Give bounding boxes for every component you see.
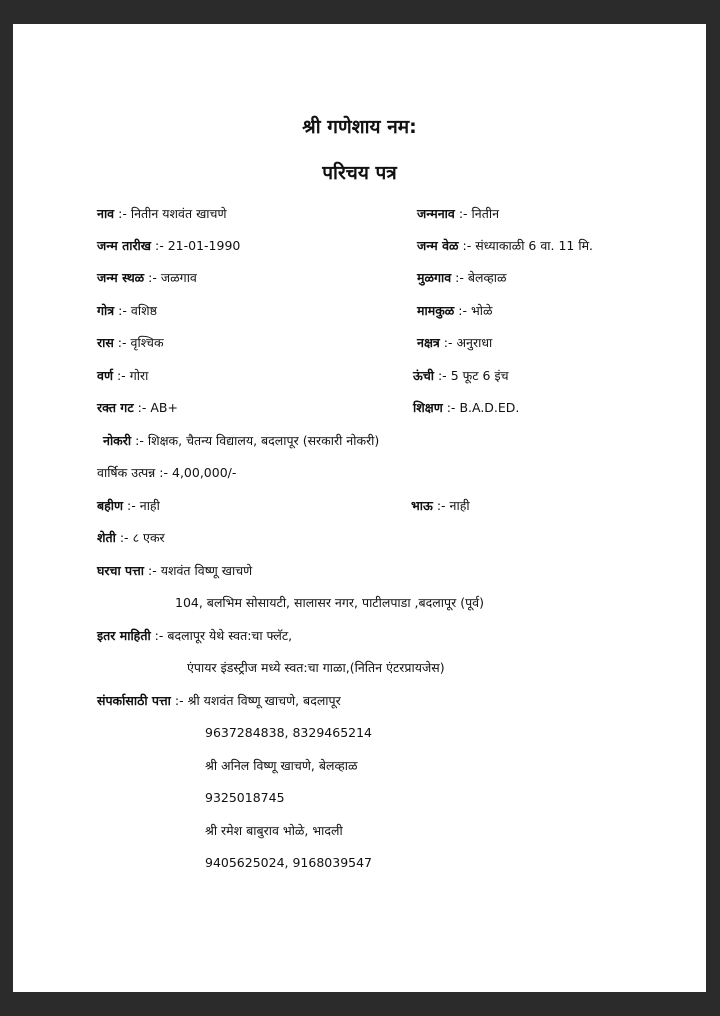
field-rashi: [97, 335, 164, 351]
field-label: जन्म स्थळ: [97, 270, 145, 285]
field-label: गोत्र: [97, 303, 115, 318]
field-label: वर्ण: [97, 368, 113, 383]
field-label: नक्षत्र: [417, 335, 440, 350]
field-sep: :-: [113, 335, 127, 350]
field-value: 21-01-1990: [167, 238, 241, 253]
field-birth-time: [417, 238, 593, 254]
field-sep: :-: [439, 335, 453, 350]
field-complexion: [97, 368, 148, 384]
field-label: शेती: [97, 530, 116, 545]
field-sep: :-: [151, 238, 164, 253]
field-gotra: [97, 303, 157, 319]
field-label: घरचा पत्ता: [97, 563, 145, 578]
field-sep: :-: [131, 433, 144, 448]
field-sep: :-: [155, 465, 169, 480]
field-value: नाही: [449, 498, 470, 513]
document-page: [13, 24, 706, 992]
field-label: जन्म तारीख: [97, 238, 152, 253]
field-blood-group: [97, 400, 178, 416]
contact-line: श्री रमेश बाबुराव भोळे, भादली: [205, 823, 343, 838]
field-value: 5 फूट 6 इंच: [450, 368, 509, 383]
field-sep: :-: [432, 498, 446, 513]
field-value: 4,00,000/-: [172, 465, 237, 480]
field-sep: :-: [170, 693, 184, 708]
field-brother: [411, 498, 470, 514]
field-sep: :-: [442, 400, 456, 415]
field-value: ८ एकर: [132, 530, 165, 545]
address-line-2: 104, बलभिम सोसायटी, सालासर नगर, पाटीलपाडा ,बदलापूर (पूर्व): [175, 595, 485, 610]
field-label: शिक्षण: [413, 400, 443, 415]
field-label: मामकुळ: [417, 303, 455, 318]
contact-line: श्री अनिल विष्णू खाचणे, बेलव्हाळ: [205, 758, 358, 773]
field-sep: :-: [115, 530, 129, 545]
field-value: शिक्षक, चैतन्य विद्यालय, बदलापूर (सरकारी नोकरी): [147, 433, 380, 448]
field-value: वशिष्ठ: [130, 303, 157, 318]
field-janmanav: [417, 206, 499, 222]
field-label: ऊंची: [413, 368, 434, 383]
field-value: अनुराधा: [456, 335, 493, 350]
field-label: रक्त गट: [97, 400, 134, 415]
field-label: संपर्कासाठी पत्ता: [97, 693, 171, 708]
invocation-heading: श्री गणेशाय नम:: [302, 116, 417, 138]
field-sep: :-: [144, 270, 157, 285]
field-label: मुळगाव: [417, 270, 452, 285]
field-sep: :-: [451, 270, 464, 285]
field-nakshatra: [417, 335, 492, 351]
field-sep: :-: [114, 206, 127, 221]
field-value: वृश्चिक: [130, 335, 164, 350]
field-job: [103, 433, 379, 449]
field-label: जन्मनाव: [417, 206, 455, 221]
contact-line: 9405625024, 9168039547: [205, 855, 373, 870]
other-info-line-2: एंपायर इंडस्ट्रीज मध्ये स्वत:चा गाळा,(नितिन एंटरप्रायजेस): [187, 660, 445, 675]
field-sep: :-: [144, 563, 157, 578]
field-value: जळगाव: [160, 270, 197, 285]
field-label: इतर माहिती: [97, 628, 151, 643]
field-value: संध्याकाळी 6 वा. 11 मि.: [475, 238, 594, 253]
field-value: श्री यशवंत विष्णू खाचणे, बदलापूर: [187, 693, 341, 708]
field-birth-place: [97, 270, 197, 286]
field-label: रास: [97, 335, 114, 350]
field-other-info: [97, 628, 292, 644]
field-sep: :-: [150, 628, 164, 643]
field-label: बहीण: [97, 498, 124, 513]
field-label: जन्म वेळ: [417, 238, 459, 253]
field-value: AB+: [150, 400, 178, 415]
field-label: नोकरी: [103, 433, 132, 448]
field-contact: [97, 693, 341, 709]
field-label: भाऊ: [411, 498, 433, 513]
field-sep: :-: [123, 498, 136, 513]
field-value: नाही: [139, 498, 160, 513]
field-label: वार्षिक उत्पन्न: [97, 465, 156, 480]
field-value: नितीन यशवंत खाचणे: [130, 206, 227, 221]
field-label: नाव: [97, 206, 115, 221]
contact-line: 9325018745: [205, 790, 285, 805]
field-value: यशवंत विष्णू खाचणे: [160, 563, 253, 578]
field-sister: [97, 498, 160, 514]
field-farm: [97, 530, 165, 546]
field-sep: :-: [458, 238, 472, 253]
field-height: [413, 368, 509, 384]
field-mamkul: [417, 303, 493, 319]
field-sep: :-: [454, 303, 467, 318]
field-income: [97, 465, 236, 481]
document-title: परिचय पत्र: [322, 162, 397, 184]
field-value: नितीन: [471, 206, 500, 221]
field-sep: :-: [113, 368, 126, 383]
field-sep: :-: [454, 206, 468, 221]
field-value: गोरा: [129, 368, 149, 383]
field-dob: [97, 238, 240, 254]
field-native-place: [417, 270, 507, 286]
field-value: बदलापूर येथे स्वत:चा फ्लॅट,: [167, 628, 293, 643]
field-sep: :-: [434, 368, 447, 383]
field-name: [97, 206, 227, 222]
field-value: बेलव्हाळ: [467, 270, 507, 285]
field-address: [97, 563, 252, 579]
field-sep: :-: [114, 303, 127, 318]
field-value: B.A.D.ED.: [459, 400, 520, 415]
contact-line: 9637284838, 8329465214: [205, 725, 373, 740]
field-education: [413, 400, 519, 416]
field-value: भोळे: [470, 303, 493, 318]
field-sep: :-: [133, 400, 147, 415]
